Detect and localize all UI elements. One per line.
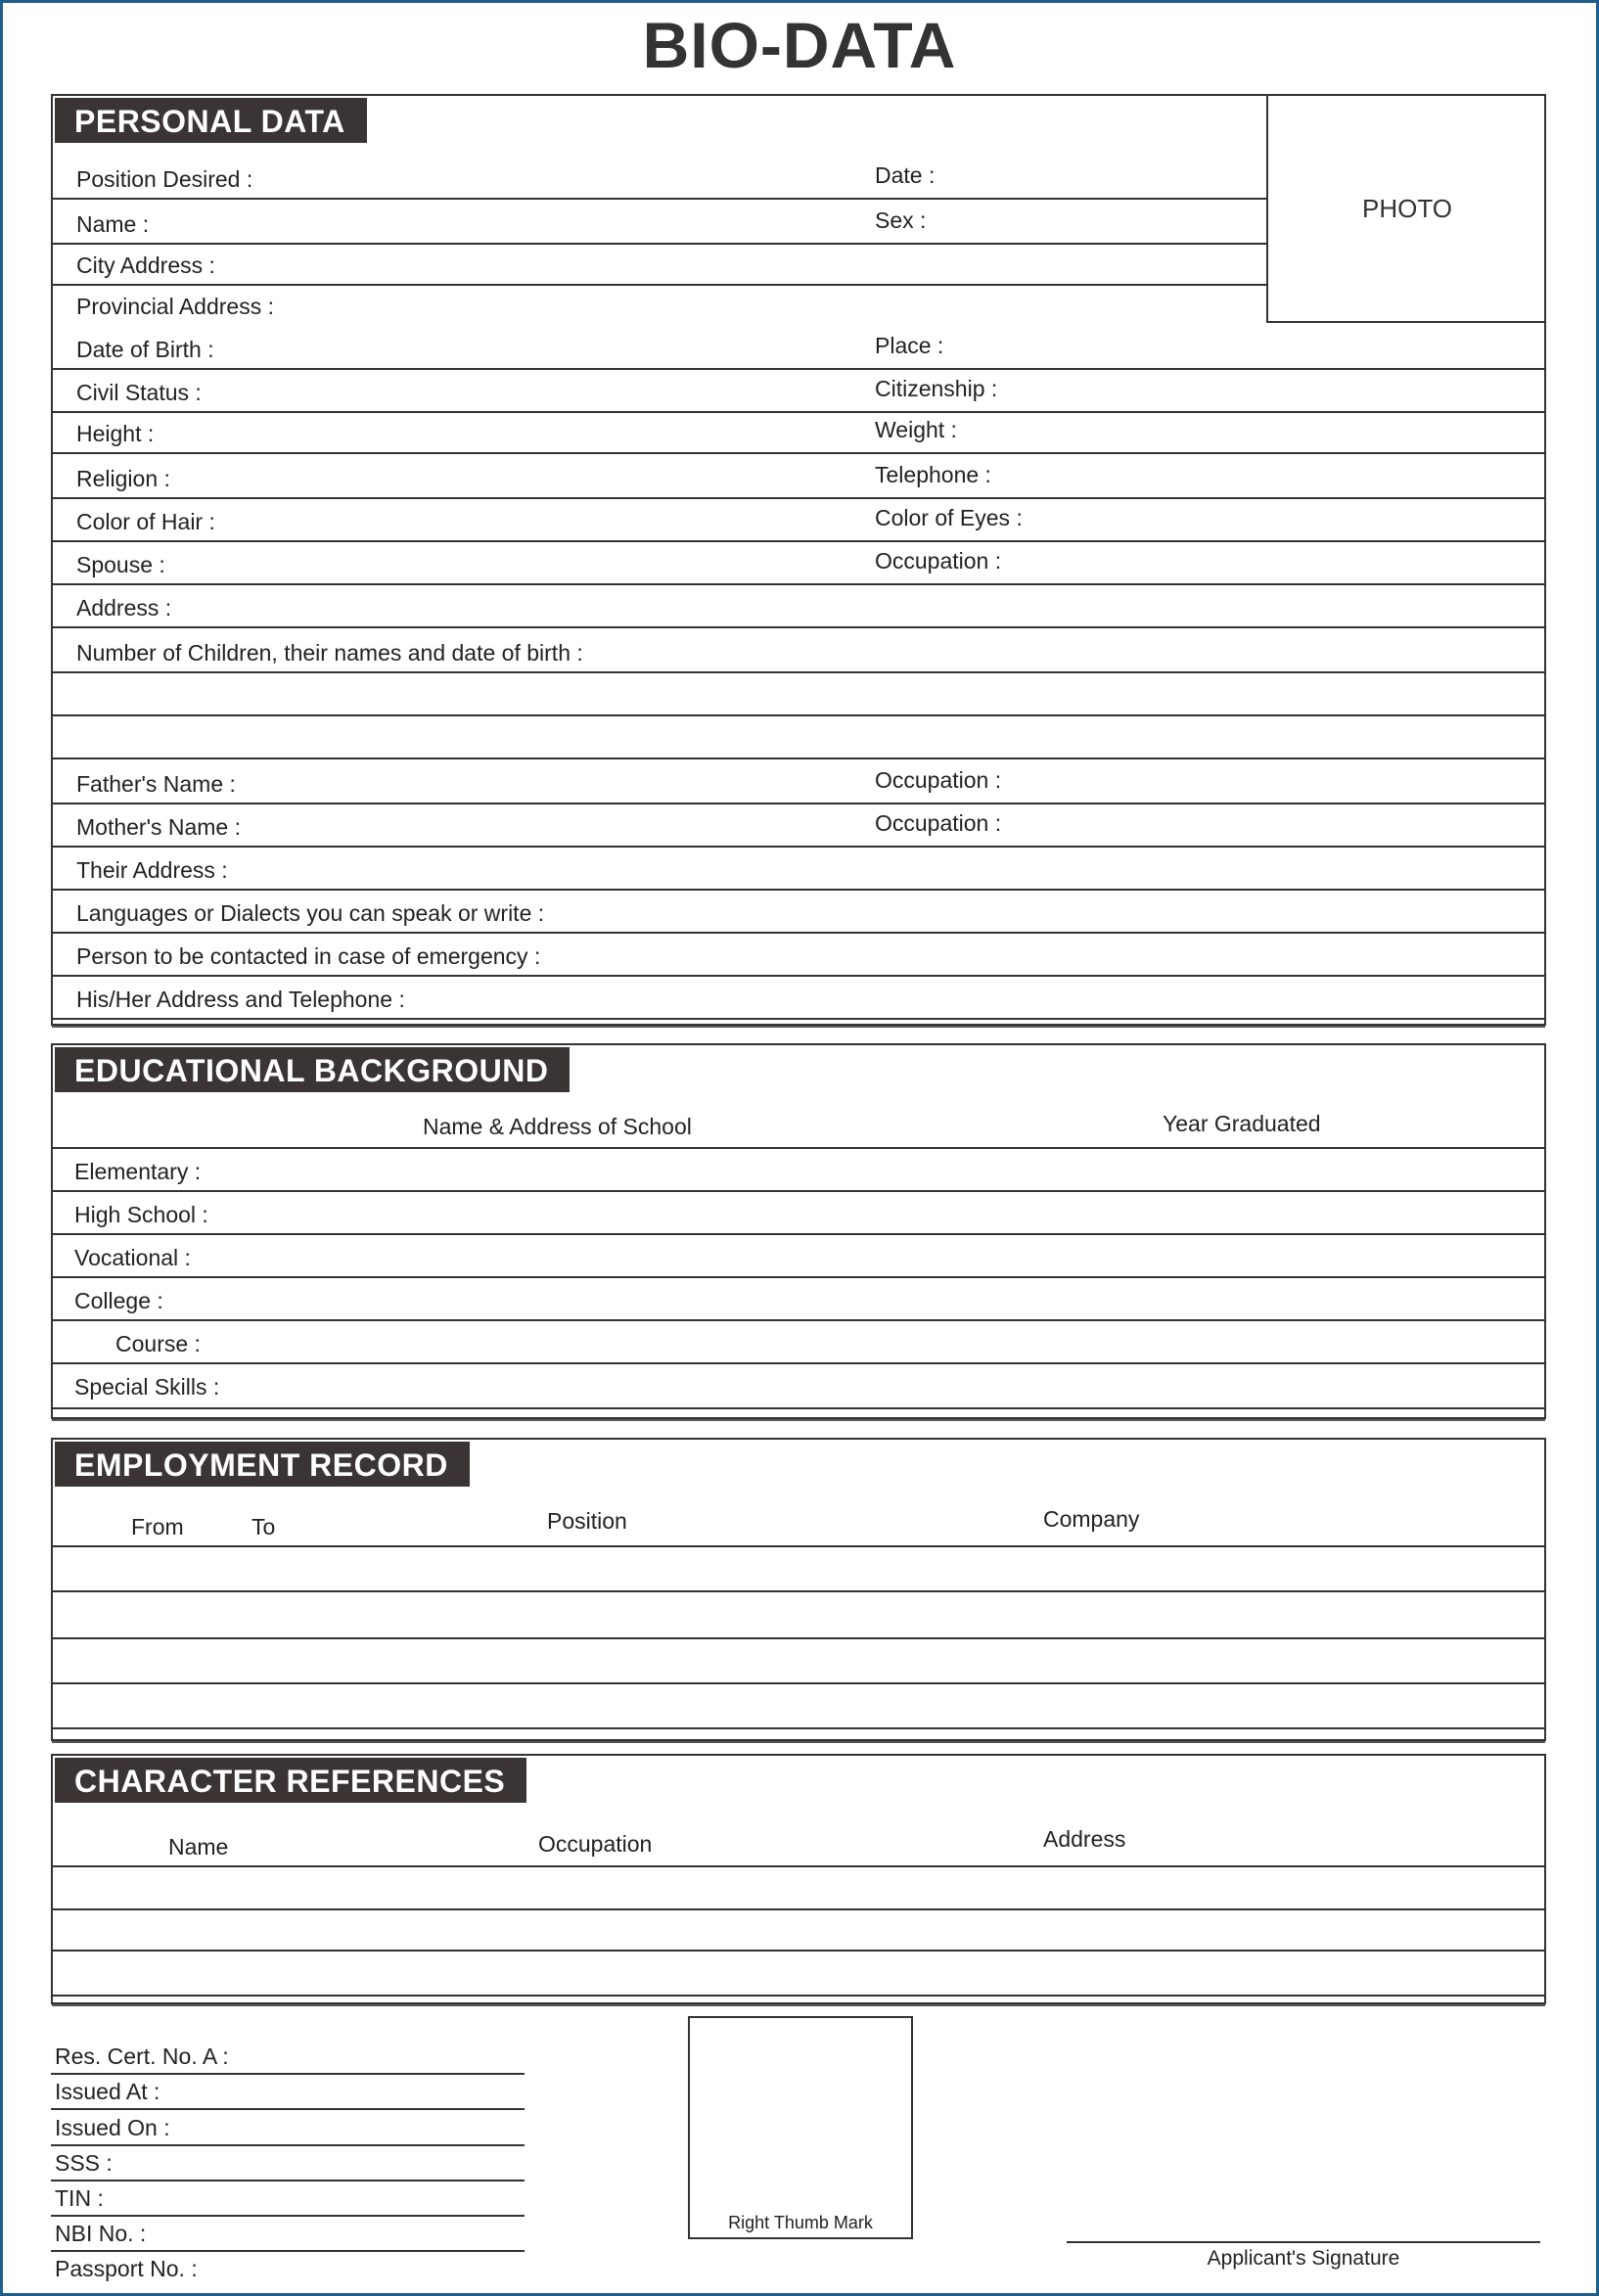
- personal-field-row[interactable]: [53, 848, 1544, 891]
- from-column-header: From: [131, 1514, 184, 1539]
- id-field-label: Issued On :: [55, 2115, 170, 2140]
- employment-entry-row[interactable]: [53, 1639, 1544, 1684]
- personal-field-label: Address :: [76, 595, 172, 620]
- personal-field-row[interactable]: [53, 542, 1544, 585]
- personal-field-label: Date of Birth :: [76, 337, 214, 362]
- personal-field-row[interactable]: [53, 454, 1544, 499]
- personal-field-label-right: Citizenship :: [875, 376, 998, 401]
- education-field-row[interactable]: [53, 1364, 1544, 1409]
- personal-field-row[interactable]: [53, 628, 1544, 673]
- personal-field-label-right: Weight :: [875, 417, 957, 442]
- character-references-header: CHARACTER REFERENCES: [55, 1758, 526, 1803]
- personal-field-label: Languages or Dialects you can speak or write :: [76, 900, 545, 926]
- personal-field-label: Civil Status :: [76, 380, 202, 405]
- education-field-label: Special Skills :: [74, 1374, 220, 1400]
- personal-field-label-right: Occupation :: [875, 767, 1002, 793]
- educational-background-header: EDUCATIONAL BACKGROUND: [55, 1047, 570, 1092]
- personal-field-label: Color of Hair :: [76, 509, 215, 534]
- position-column-header: Position: [547, 1508, 627, 1534]
- personal-field-label: Person to be contacted in case of emergency :: [76, 943, 541, 969]
- id-field-line[interactable]: [51, 2073, 525, 2075]
- reference-entry-row[interactable]: [53, 1910, 1544, 1952]
- personal-field-label-right: Place :: [875, 333, 944, 358]
- personal-field-row[interactable]: [53, 370, 1544, 413]
- personal-field-row[interactable]: [53, 716, 1544, 759]
- education-field-label: High School :: [74, 1202, 208, 1227]
- personal-field-label: Height :: [76, 421, 155, 446]
- personal-field-label-right: Occupation :: [875, 810, 1002, 836]
- address-column-header: Address: [1043, 1826, 1126, 1852]
- id-field-label: NBI No. :: [55, 2221, 147, 2246]
- reference-entry-row[interactable]: [53, 1952, 1544, 1997]
- personal-data-section: [51, 94, 1546, 1026]
- employment-entry-row[interactable]: [53, 1684, 1544, 1729]
- id-field-line[interactable]: [51, 2144, 525, 2146]
- personal-field-row[interactable]: [53, 413, 1544, 454]
- applicant-signature-label: Applicant's Signature: [1207, 2247, 1400, 2270]
- personal-field-label: Spouse :: [76, 552, 165, 577]
- company-column-header: Company: [1043, 1506, 1140, 1532]
- right-thumb-mark-box: [688, 2016, 913, 2239]
- name-column-header: Name: [168, 1834, 229, 1860]
- personal-field-row[interactable]: [53, 200, 1266, 245]
- id-field-label: TIN :: [55, 2185, 104, 2211]
- education-field-label: Vocational :: [74, 1245, 191, 1270]
- personal-field-label: Number of Children, their names and date of birth :: [76, 640, 583, 666]
- personal-field-label: Religion :: [76, 466, 170, 491]
- education-field-label: Elementary :: [74, 1159, 202, 1184]
- personal-field-label: City Address :: [76, 253, 215, 278]
- personal-field-row[interactable]: [53, 804, 1544, 848]
- educational-background-section: [51, 1043, 1546, 1419]
- school-column-header: Name & Address of School: [423, 1114, 692, 1139]
- personal-field-row[interactable]: [53, 286, 1266, 327]
- references-column-headers: [53, 1756, 1544, 1867]
- personal-field-row[interactable]: [53, 96, 1266, 200]
- education-field-row[interactable]: [53, 1149, 1544, 1192]
- education-field-label: College :: [74, 1288, 163, 1313]
- personal-field-label-right: Occupation :: [875, 548, 1002, 574]
- personal-field-row[interactable]: [53, 759, 1544, 804]
- id-field-line[interactable]: [51, 2180, 525, 2181]
- personal-field-row[interactable]: [53, 891, 1544, 934]
- id-field-label: Issued At :: [55, 2079, 160, 2104]
- form-title: BIO-DATA: [642, 9, 957, 81]
- personal-field-row[interactable]: [53, 673, 1544, 716]
- photo-box: [1266, 96, 1546, 323]
- education-field-label: Course :: [115, 1331, 201, 1356]
- id-field-label: Passport No. :: [55, 2256, 198, 2281]
- year-graduated-column-header: Year Graduated: [1163, 1111, 1321, 1136]
- id-field-line[interactable]: [51, 2215, 525, 2217]
- employment-column-headers: [53, 1440, 1544, 1547]
- id-field-line[interactable]: [51, 2108, 525, 2110]
- personal-field-label: Provincial Address :: [76, 294, 274, 319]
- id-field-label: SSS :: [55, 2150, 113, 2176]
- education-field-row[interactable]: [53, 1235, 1544, 1278]
- personal-field-row[interactable]: [53, 934, 1544, 977]
- education-field-row[interactable]: [53, 1321, 1544, 1364]
- personal-field-row[interactable]: [53, 585, 1544, 628]
- personal-field-label: Name :: [76, 211, 150, 237]
- employment-entry-row[interactable]: [53, 1592, 1544, 1639]
- character-references-section: [51, 1754, 1546, 2004]
- personal-field-label-right: Date :: [875, 162, 936, 188]
- personal-field-row[interactable]: [53, 499, 1544, 542]
- right-thumb-mark-label: Right Thumb Mark: [728, 2213, 873, 2232]
- employment-record-header: EMPLOYMENT RECORD: [55, 1442, 470, 1487]
- to-column-header: To: [251, 1514, 276, 1539]
- personal-field-label: His/Her Address and Telephone :: [76, 987, 405, 1012]
- personal-field-label: Their Address :: [76, 857, 228, 883]
- employment-record-section: [51, 1438, 1546, 1741]
- reference-entry-row[interactable]: [53, 1867, 1544, 1910]
- id-field-line[interactable]: [51, 2250, 525, 2252]
- signature-line[interactable]: [1067, 2241, 1540, 2243]
- personal-data-header: PERSONAL DATA: [55, 98, 367, 143]
- education-field-row[interactable]: [53, 1192, 1544, 1235]
- personal-field-label-right: Sex :: [875, 207, 927, 233]
- personal-field-row[interactable]: [53, 245, 1266, 286]
- education-field-row[interactable]: [53, 1278, 1544, 1321]
- personal-field-label-right: Telephone :: [875, 462, 991, 487]
- personal-field-row[interactable]: [53, 977, 1544, 1020]
- occupation-column-header: Occupation: [538, 1831, 653, 1857]
- personal-field-label: Position Desired :: [76, 166, 253, 192]
- personal-field-label-right: Color of Eyes :: [875, 505, 1023, 530]
- personal-field-label: Mother's Name :: [76, 814, 241, 840]
- id-field-label: Res. Cert. No. A :: [55, 2043, 229, 2069]
- education-column-headers: [53, 1045, 1544, 1149]
- employment-entry-row[interactable]: [53, 1547, 1544, 1592]
- photo-label: PHOTO: [1362, 194, 1452, 223]
- personal-field-row[interactable]: [53, 327, 1544, 370]
- personal-field-label: Father's Name :: [76, 771, 236, 797]
